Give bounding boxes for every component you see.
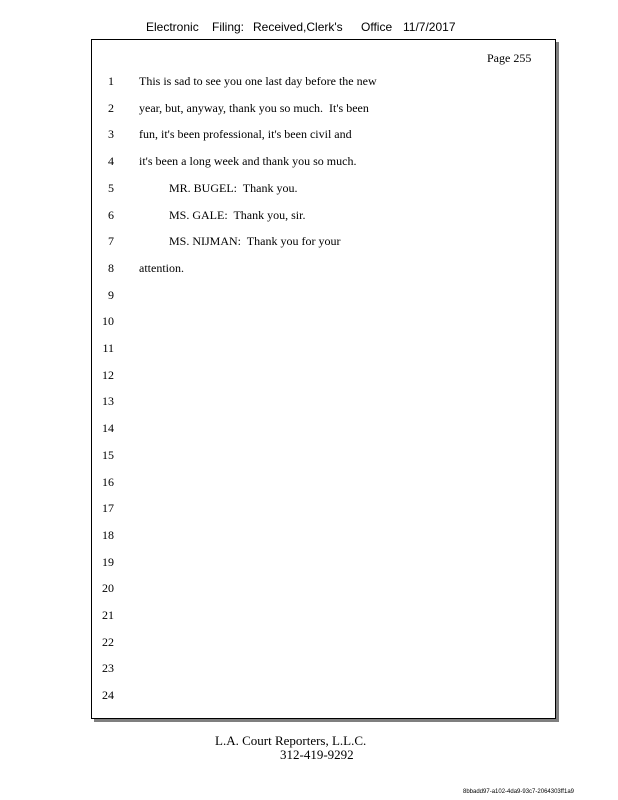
filing-stamp (0, 20, 618, 36)
page-number: Page 255 (487, 51, 532, 65)
stamp-office: Office (361, 20, 393, 34)
line-number: 13 (102, 394, 114, 408)
line-text: MR. BUGEL: Thank you. (139, 181, 298, 195)
footer-company: L.A. Court Reporters, L.L.C. (215, 733, 367, 748)
line-number: 6 (108, 208, 114, 222)
footer-phone: 312-419-9292 (280, 747, 354, 762)
line-number: 19 (102, 555, 114, 569)
stamp-electronic: Electronic (146, 20, 199, 34)
stamp-date: 11/7/2017 (403, 20, 456, 34)
line-number: 20 (102, 581, 114, 595)
line-number: 2 (108, 101, 114, 115)
line-text: year, but, anyway, thank you so much. It's been (139, 101, 369, 115)
line-text: it's been a long week and thank you so much. (139, 154, 357, 168)
line-number: 7 (108, 234, 114, 248)
stamp-filing: Filing: (212, 20, 245, 34)
line-number: 18 (102, 528, 114, 542)
line-number: 10 (102, 314, 114, 328)
line-text: MS. NIJMAN: Thank you for your (139, 234, 341, 248)
line-number: 11 (102, 341, 114, 355)
line-text: fun, it's been professional, it's been civil and (139, 127, 352, 141)
line-number: 4 (108, 154, 114, 168)
stamp-received: Received,Clerk's (253, 20, 343, 34)
line-number: 21 (102, 608, 114, 622)
line-text: MS. GALE: Thank you, sir. (139, 208, 306, 222)
line-text: This is sad to see you one last day before the new (139, 74, 377, 88)
line-number: 23 (102, 661, 114, 675)
line-number: 15 (102, 448, 114, 462)
line-number: 14 (102, 421, 114, 435)
line-number: 16 (102, 475, 114, 489)
line-text: attention. (139, 261, 184, 275)
line-number: 9 (108, 288, 114, 302)
line-number: 5 (108, 181, 114, 195)
line-number: 22 (102, 635, 114, 649)
line-number: 17 (102, 501, 114, 515)
line-number: 24 (102, 688, 114, 702)
line-number: 12 (102, 368, 114, 382)
line-number: 8 (108, 261, 114, 275)
line-number: 3 (108, 127, 114, 141)
document-hash: 8bbadd97-a102-4da9-93c7-2064303ff1a9 (463, 789, 574, 795)
line-number: 1 (108, 74, 114, 88)
